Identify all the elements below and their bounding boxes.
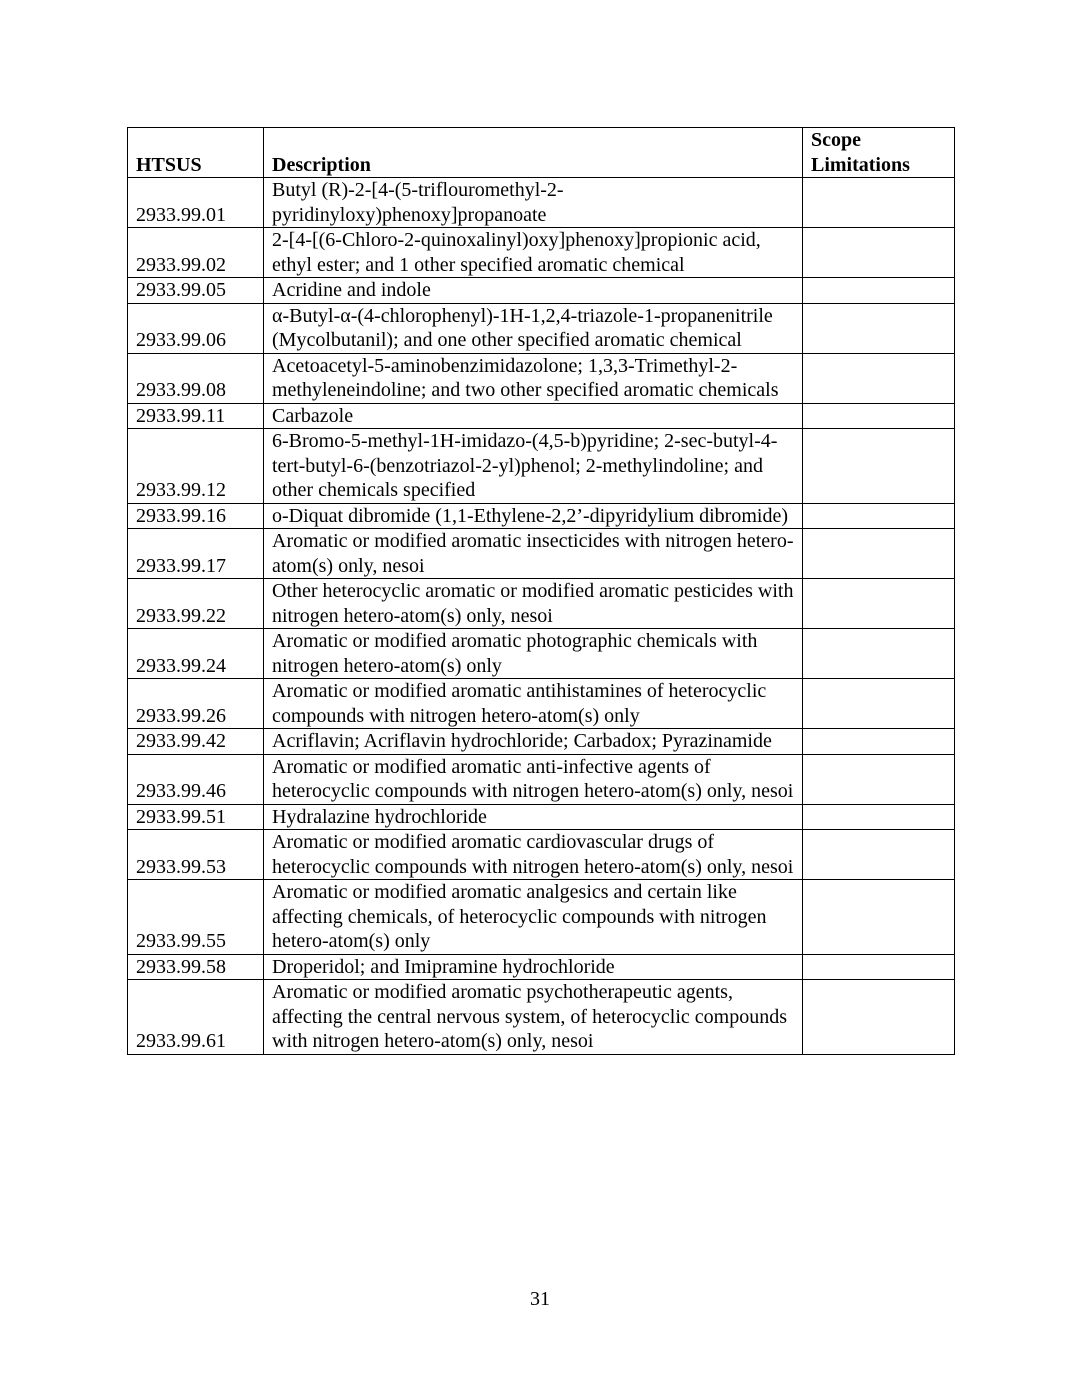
scope-limitations-cell [803, 303, 955, 353]
htsus-code-cell: 2933.99.02 [128, 228, 264, 278]
table-row [128, 980, 955, 1055]
table-row [128, 880, 955, 955]
description-cell: 6-Bromo-5-methyl-1H-imidazo-(4,5-b)pyridine; 2-sec-butyl-4-tert-butyl-6-(benzotriazol-2-yl)phenol; 2-methylindoline; and other chemicals specified [264, 429, 803, 504]
scope-limitations-cell [803, 954, 955, 980]
header-description: Description [264, 128, 803, 178]
description-cell: Acriflavin; Acriflavin hydrochloride; Carbadox; Pyrazinamide [264, 729, 803, 755]
scope-limitations-cell [803, 679, 955, 729]
description-cell: Aromatic or modified aromatic insecticides with nitrogen hetero-atom(s) only, nesoi [264, 529, 803, 579]
scope-limitations-cell [803, 754, 955, 804]
table-row [128, 503, 955, 529]
table-row [128, 579, 955, 629]
scope-limitations-cell [803, 353, 955, 403]
scope-limitations-cell [803, 429, 955, 504]
scope-limitations-cell [803, 278, 955, 304]
description-cell: Carbazole [264, 403, 803, 429]
scope-limitations-cell [803, 178, 955, 228]
description-cell: Aromatic or modified aromatic photographic chemicals with nitrogen hetero-atom(s) only [264, 629, 803, 679]
scope-limitations-cell [803, 880, 955, 955]
scope-limitations-cell [803, 503, 955, 529]
description-cell: Aromatic or modified aromatic analgesics and certain like affecting chemicals, of heterocyclic compounds with nitrogen hetero-atom(s) only [264, 880, 803, 955]
table-row [128, 629, 955, 679]
table-row [128, 729, 955, 755]
description-cell: Other heterocyclic aromatic or modified aromatic pesticides with nitrogen hetero-atom(s) only, nesoi [264, 579, 803, 629]
htsus-code-cell: 2933.99.26 [128, 679, 264, 729]
htsus-code-cell: 2933.99.61 [128, 980, 264, 1055]
htsus-code-cell: 2933.99.12 [128, 429, 264, 504]
htsus-code-cell: 2933.99.06 [128, 303, 264, 353]
table-row [128, 303, 955, 353]
scope-limitations-cell [803, 629, 955, 679]
table-row [128, 429, 955, 504]
description-cell: Aromatic or modified aromatic psychotherapeutic agents, affecting the central nervous system, of heterocyclic compounds with nitrogen hetero-atom(s) only, nesoi [264, 980, 803, 1055]
htsus-table [127, 127, 955, 1055]
description-cell: Aromatic or modified aromatic antihistamines of heterocyclic compounds with nitrogen hetero-atom(s) only [264, 679, 803, 729]
table-row [128, 679, 955, 729]
header-htsus: HTSUS [128, 128, 264, 178]
description-cell: Aromatic or modified aromatic cardiovascular drugs of heterocyclic compounds with nitrogen hetero-atom(s) only, nesoi [264, 830, 803, 880]
table-header-row [128, 128, 955, 178]
description-cell: 2-[4-[(6-Chloro-2-quinoxalinyl)oxy]phenoxy]propionic acid, ethyl ester; and 1 other specified aromatic chemical [264, 228, 803, 278]
scope-limitations-cell [803, 804, 955, 830]
table-row [128, 830, 955, 880]
description-cell: α-Butyl-α-(4-chlorophenyl)-1H-1,2,4-triazole-1-propanenitrile (Mycolbutanil); and one other specified aromatic chemical [264, 303, 803, 353]
description-cell: o-Diquat dibromide (1,1-Ethylene-2,2’-dipyridylium dibromide) [264, 503, 803, 529]
description-cell: Hydralazine hydrochloride [264, 804, 803, 830]
htsus-code-cell: 2933.99.16 [128, 503, 264, 529]
page-number: 31 [530, 1288, 550, 1310]
table-row [128, 804, 955, 830]
table-row [128, 403, 955, 429]
htsus-code-cell: 2933.99.17 [128, 529, 264, 579]
scope-limitations-cell [803, 729, 955, 755]
htsus-code-cell: 2933.99.22 [128, 579, 264, 629]
table-row [128, 954, 955, 980]
htsus-code-cell: 2933.99.58 [128, 954, 264, 980]
htsus-code-cell: 2933.99.01 [128, 178, 264, 228]
table-body [128, 178, 955, 1055]
scope-limitations-cell [803, 228, 955, 278]
htsus-code-cell: 2933.99.42 [128, 729, 264, 755]
table-row [128, 754, 955, 804]
htsus-code-cell: 2933.99.08 [128, 353, 264, 403]
table-row [128, 529, 955, 579]
htsus-code-cell: 2933.99.11 [128, 403, 264, 429]
htsus-code-cell: 2933.99.51 [128, 804, 264, 830]
description-cell: Aromatic or modified aromatic anti-infective agents of heterocyclic compounds with nitrogen hetero-atom(s) only, nesoi [264, 754, 803, 804]
description-cell: Droperidol; and Imipramine hydrochloride [264, 954, 803, 980]
htsus-code-cell: 2933.99.53 [128, 830, 264, 880]
scope-limitations-cell [803, 830, 955, 880]
scope-limitations-cell [803, 529, 955, 579]
htsus-code-cell: 2933.99.24 [128, 629, 264, 679]
table-row [128, 353, 955, 403]
description-cell: Acridine and indole [264, 278, 803, 304]
htsus-code-cell: 2933.99.55 [128, 880, 264, 955]
table-row [128, 178, 955, 228]
description-cell: Acetoacetyl-5-aminobenzimidazolone; 1,3,3-Trimethyl-2-methyleneindoline; and two other specified aromatic chemicals [264, 353, 803, 403]
description-cell: Butyl (R)-2-[4-(5-triflouromethyl-2-pyridinyloxy)phenoxy]propanoate [264, 178, 803, 228]
scope-limitations-cell [803, 403, 955, 429]
htsus-code-cell: 2933.99.46 [128, 754, 264, 804]
header-scope-limitations: Scope Limitations [803, 128, 955, 178]
table-row [128, 278, 955, 304]
htsus-code-cell: 2933.99.05 [128, 278, 264, 304]
scope-limitations-cell [803, 579, 955, 629]
table-row [128, 228, 955, 278]
scope-limitations-cell [803, 980, 955, 1055]
